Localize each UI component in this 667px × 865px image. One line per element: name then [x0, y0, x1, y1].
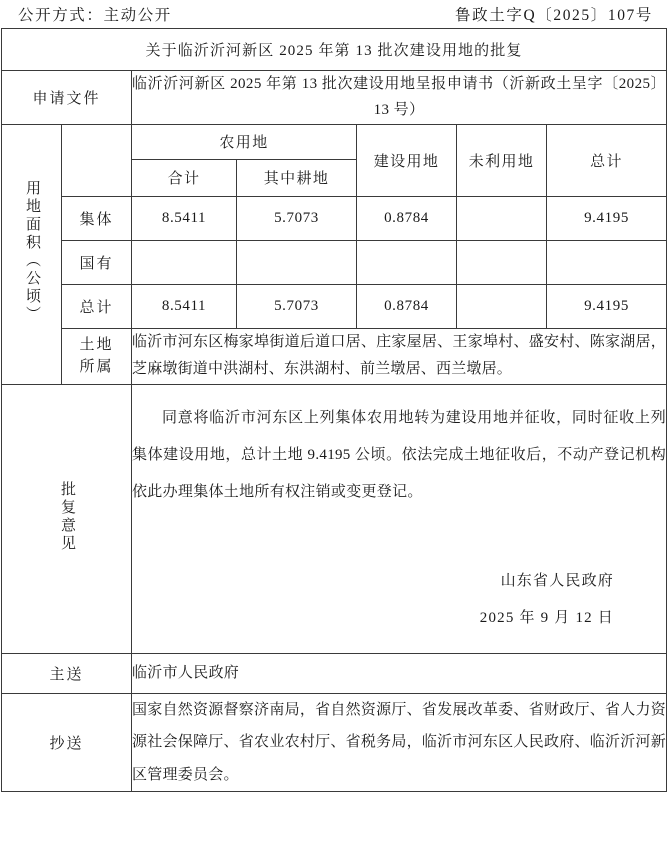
table-row — [2, 196, 667, 240]
land-belonging-text: 临沂市河东区梅家埠街道后道口居、庄家屋居、王家埠村、盛安村、陈家湖居，芝麻墩街道中洪湖村、东洪湖村、前兰墩居、西兰墩居。 — [132, 328, 667, 385]
recipient-text: 临沂市人民政府 — [132, 654, 667, 694]
table-row — [2, 284, 667, 328]
approval-opinion-body: 同意将临沂市河东区上列集体农用地转为建设用地并征收，同时征收上列集体建设用地，总计土地 9.4195 公顷。依法完成土地征收后，不动产登记机构依此办理集体土地所有权注销或变更登记。 — [132, 410, 667, 500]
row-label-collective: 集体 — [62, 196, 132, 240]
application-text: 临沂沂河新区 2025 年第 13 批次建设用地呈报申请书（沂新政土呈字〔2025〕13 号） — [132, 71, 667, 125]
table-row — [2, 240, 667, 284]
column-header-farmland-total: 合计 — [132, 159, 237, 196]
cc-text: 国家自然资源督察济南局，省自然资源厅、省发展改革委、省财政厅、省人力资源社会保障厅、省农业农村厅、省税务局，临沂市河东区人民政府、临沂沂河新区管理委员会。 — [132, 694, 667, 792]
cell-total-construction: 0.8784 — [357, 284, 457, 328]
title-row — [2, 29, 667, 71]
document-header — [0, 0, 667, 28]
approval-opinion-label — [2, 385, 132, 654]
approval-opinion-row — [2, 385, 667, 654]
application-label: 申请文件 — [2, 71, 132, 125]
recipient-row — [2, 654, 667, 694]
land-belonging-label-line2: 所属 — [79, 359, 114, 376]
document-number: 鲁政土字Q〔2025〕107号 — [455, 7, 653, 24]
cell-collective-total: 9.4195 — [547, 196, 667, 240]
application-row — [2, 71, 667, 125]
cell-state-construction — [357, 240, 457, 284]
column-header-unused: 未利用地 — [457, 124, 547, 196]
column-header-farmland-group: 农用地 — [132, 124, 357, 159]
column-header-cultivated: 其中耕地 — [237, 159, 357, 196]
cell-total-unused — [457, 284, 547, 328]
signer-name: 山东省人民政府 — [500, 572, 615, 589]
cc-row — [2, 694, 667, 792]
cell-total-cultivated: 5.7073 — [237, 284, 357, 328]
cell-collective-construction: 0.8784 — [357, 196, 457, 240]
column-header-total: 总计 — [547, 124, 667, 196]
row-label-total: 总计 — [62, 284, 132, 328]
recipient-label: 主送 — [2, 654, 132, 694]
cell-collective-farmland-total: 8.5411 — [132, 196, 237, 240]
signature-block — [132, 563, 666, 638]
cell-total-farmland-total: 8.5411 — [132, 284, 237, 328]
area-corner-cell — [62, 124, 132, 196]
area-section-label — [2, 124, 62, 385]
area-header-group-row — [2, 124, 667, 159]
cell-collective-unused — [457, 196, 547, 240]
signature-date: 2025 年 9 月 12 日 — [479, 610, 615, 627]
column-header-construction: 建设用地 — [357, 124, 457, 196]
disclosure-method-label: 公开方式：主动公开 — [18, 7, 172, 24]
land-belonging-label — [62, 328, 132, 385]
land-belonging-label-line1: 土地 — [79, 336, 114, 353]
approval-opinion-content — [132, 385, 667, 654]
approval-table — [1, 28, 667, 792]
approval-opinion-label-text: 批复意见 — [59, 480, 75, 553]
land-belonging-row — [2, 328, 667, 385]
cell-state-farmland-total — [132, 240, 237, 284]
cell-collective-cultivated: 5.7073 — [237, 196, 357, 240]
cell-state-cultivated — [237, 240, 357, 284]
cell-state-total — [547, 240, 667, 284]
cell-state-unused — [457, 240, 547, 284]
cell-total-total: 9.4195 — [547, 284, 667, 328]
page-title: 关于临沂沂河新区 2025 年第 13 批次建设用地的批复 — [2, 29, 667, 71]
area-section-label-text: 用地面积（公顷） — [24, 179, 40, 324]
cc-label: 抄送 — [2, 694, 132, 792]
row-label-state-owned: 国有 — [62, 240, 132, 284]
